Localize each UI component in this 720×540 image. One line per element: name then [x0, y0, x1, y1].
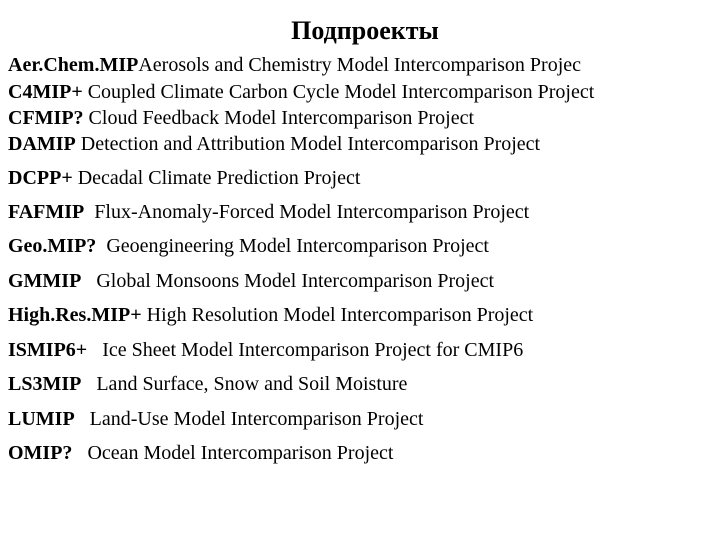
- project-description: Detection and Attribution Model Intercomparison Project: [80, 133, 541, 155]
- slide-title: Подпроекты: [291, 16, 439, 45]
- project-acronym: DAMIP: [8, 133, 76, 155]
- project-description: Aerosols and Chemistry Model Intercomparison Projec: [138, 54, 582, 76]
- project-item: [8, 52, 581, 78]
- project-description: Ice Sheet Model Intercomparison Project for CMIP6: [102, 339, 524, 361]
- project-acronym: DCPP+: [8, 167, 73, 189]
- project-acronym: GMMIP: [8, 270, 82, 292]
- project-item: [8, 131, 540, 157]
- project-item: [8, 406, 423, 432]
- project-description: Flux-Anomaly-Forced Model Intercomparison Project: [94, 201, 530, 223]
- project-description: Coupled Climate Carbon Cycle Model Intercomparison Project: [87, 81, 595, 103]
- project-item: [8, 371, 407, 397]
- project-acronym: High.Res.MIP+: [8, 304, 142, 326]
- project-acronym: CFMIP?: [8, 107, 84, 129]
- project-acronym: C4MIP+: [8, 81, 83, 103]
- project-acronym: LS3MIP: [8, 373, 82, 395]
- project-description: High Resolution Model Intercomparison Project: [146, 304, 534, 326]
- project-item: [8, 233, 489, 259]
- project-item: [8, 79, 594, 105]
- project-description: Decadal Climate Prediction Project: [77, 167, 361, 189]
- project-acronym: Geo.MIP?: [8, 235, 97, 257]
- project-item: [8, 105, 474, 131]
- project-acronym: LUMIP: [8, 408, 75, 430]
- project-acronym: ISMIP6+: [8, 339, 88, 361]
- project-item: [8, 268, 494, 294]
- project-description: Ocean Model Intercomparison Project: [87, 442, 394, 464]
- project-description: Cloud Feedback Model Intercomparison Project: [88, 107, 475, 129]
- project-description: Global Monsoons Model Intercomparison Project: [96, 270, 495, 292]
- project-acronym: Aer.Chem.MIP: [8, 54, 139, 76]
- project-acronym: FAFMIP: [8, 201, 85, 223]
- project-description: Land Surface, Snow and Soil Moisture: [96, 373, 408, 395]
- project-item: [8, 337, 523, 363]
- project-description: Geoengineering Model Intercomparison Project: [106, 235, 489, 257]
- project-acronym: OMIP?: [8, 442, 73, 464]
- project-item: [8, 165, 360, 191]
- project-item: [8, 440, 393, 466]
- project-item: [8, 302, 533, 328]
- project-item: [8, 199, 529, 225]
- project-description: Land-Use Model Intercomparison Project: [89, 408, 424, 430]
